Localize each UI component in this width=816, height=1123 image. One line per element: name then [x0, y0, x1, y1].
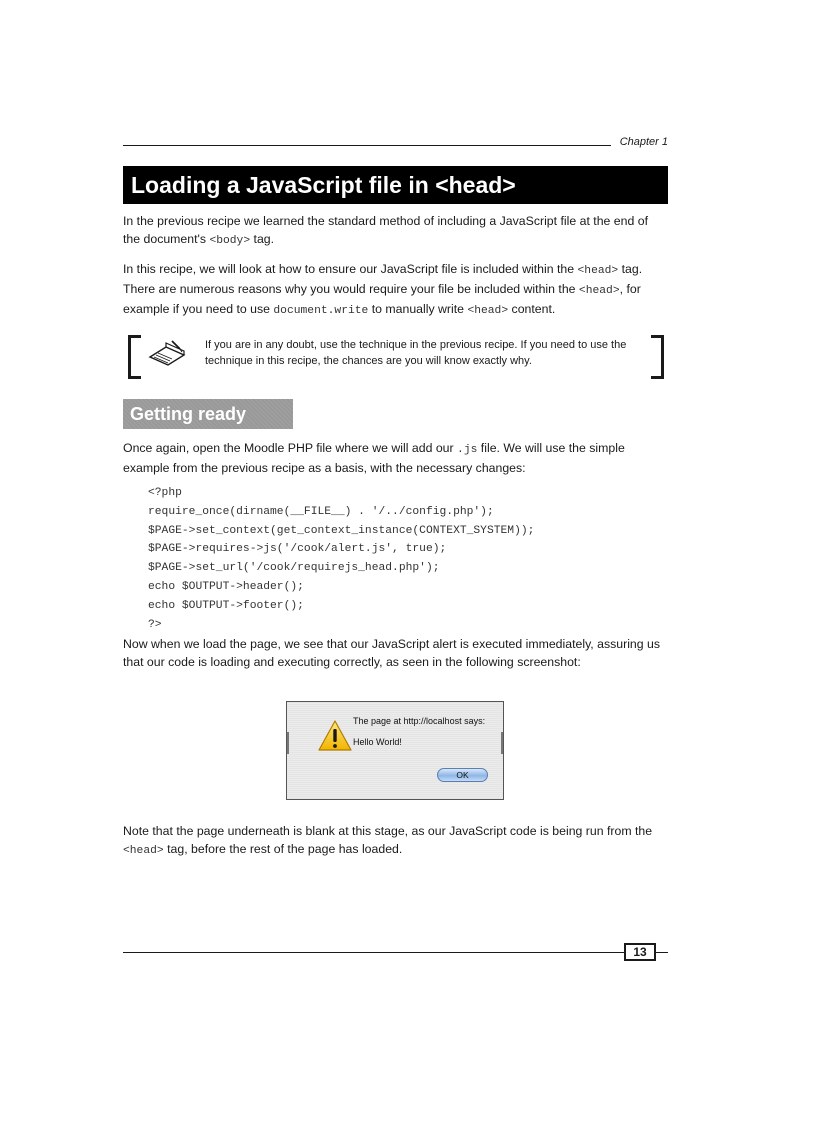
chapter-label: Chapter 1: [619, 136, 668, 148]
footer-rule: [123, 952, 624, 953]
dialog-edge-left: [287, 732, 289, 754]
tip-bracket-left: [128, 335, 141, 379]
page-number: 13: [624, 943, 656, 961]
getting-ready-paragraph: Once again, open the Moodle PHP file where we will add our .js file. We will use the simple example from the previous recipe as a basis, with the necessary changes:: [123, 441, 625, 475]
dialog-title: The page at http://localhost says:: [353, 716, 486, 726]
tip-text: If you are in any doubt, use the technique in the previous recipe. If you need to use the technique in this recipe, the chances are you will know exactly why.: [205, 339, 627, 367]
header-rule: [123, 145, 611, 146]
footer-rule-tail: [656, 952, 668, 953]
note-paragraph: Note that the page underneath is blank at this stage, as our JavaScript code is being run from the <head> tag, before the rest of the page has loaded.: [123, 824, 653, 857]
tip-bracket-right: [651, 335, 664, 379]
dialog-message: Hello World!: [353, 737, 402, 747]
section-heading-getting-ready: Getting ready: [123, 399, 293, 429]
ok-button[interactable]: OK: [437, 768, 488, 782]
code-block: <?php require_once(dirname(__FILE__) . '/../config.php'); $PAGE->set_context(get_context_instance(CONTEXT_SYSTEM)); $PAGE->requires->js('/cook/alert.js', true); $PAGE->set_url('/cook/requirejs_head.php'); echo $OUTPUT->header(); echo $OUTPUT->footer(); ?>: [148, 487, 535, 631]
page-title: Loading a JavaScript file in <head>: [123, 166, 668, 204]
warning-icon: [317, 719, 353, 753]
dialog-edge-right: [501, 732, 503, 754]
alert-dialog-screenshot: [286, 701, 504, 800]
note-tip-icon: [146, 339, 188, 369]
intro-paragraph-2: In this recipe, we will look at how to ensure our JavaScript file is included within the <head> tag. There are numerous reasons why you would require your file be included within the <head>, for example if you need to use document.write to manually write <head> content.: [123, 262, 643, 317]
result-paragraph: Now when we load the page, we see that our JavaScript alert is executed immediately, assuring us that our code is loading and executing correctly, as seen in the following screenshot:: [123, 637, 661, 669]
intro-paragraph-1: In the previous recipe we learned the standard method of including a JavaScript file at the end of the document's <body> tag.: [123, 214, 648, 247]
